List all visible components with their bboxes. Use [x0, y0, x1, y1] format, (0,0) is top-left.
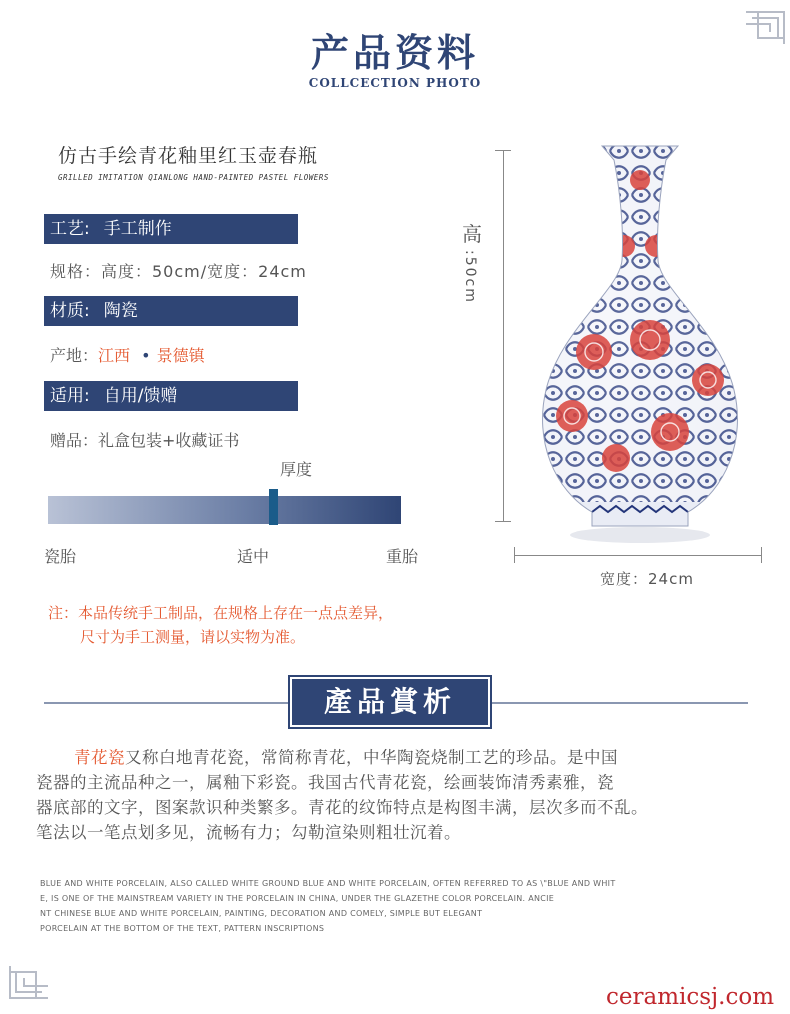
size-spec: 规格：高度：50cm/宽度：24cm — [50, 262, 307, 281]
analysis-en-line-3: NT CHINESE BLUE AND WHITE PORCELAIN, PAINTING, DECORATION AND COMELY, SIMPLE BUT ELEGANT — [40, 909, 483, 918]
analysis-paragraph — [36, 745, 756, 845]
thickness-marker — [269, 489, 278, 525]
use-label: 适用: — [50, 386, 90, 406]
section-rule-right — [490, 702, 748, 704]
analysis-en-line-4: PORCELAIN AT THE BOTTOM OF THE TEXT, PATTERN INSCRIPTIONS — [40, 924, 325, 933]
width-label: 宽度：24cm — [600, 570, 694, 588]
product-name-en: GRILLED IMITATION QIANLONG HAND-PAINTED PASTEL FLOWERS — [58, 173, 329, 182]
width-cap-left — [514, 547, 515, 563]
analysis-line-2: 瓷器的主流品种之一，属釉下彩瓷。我国古代青花瓷，绘画装饰清秀素雅，瓷 — [36, 773, 614, 792]
analysis-english — [40, 876, 700, 936]
height-value: :50cm — [462, 250, 478, 304]
origin-label: 产地： — [50, 346, 99, 365]
height-dimension-line — [503, 150, 504, 522]
craft-value: 手工制作 — [103, 219, 172, 239]
height-cap-bottom — [495, 521, 511, 522]
analysis-heading: 產品賞析 — [290, 677, 490, 727]
product-name: 仿古手绘青花釉里红玉壶春瓶 — [58, 145, 319, 167]
thickness-label: 厚度 — [280, 460, 313, 479]
analysis-line-1 — [36, 745, 756, 770]
analysis-en-line-2: E, IS ONE OF THE MAINSTREAM VARIETY IN THE PORCELAIN IN CHINA, UNDER THE GLAZETHE COLOR PORCELAIN. ANCIE — [40, 894, 555, 903]
corner-fret-bottom-left — [6, 962, 50, 1002]
material-bar — [44, 296, 298, 326]
height-label: 高 — [462, 222, 482, 246]
vase-body — [520, 140, 760, 550]
use-bar — [44, 381, 298, 411]
width-cap-right — [761, 547, 762, 563]
note — [48, 601, 393, 649]
origin-dot: • — [141, 346, 151, 365]
thickness-right-label: 重胎 — [386, 547, 419, 566]
height-cap-top — [495, 150, 511, 151]
craft-label: 工艺: — [50, 219, 90, 239]
vase-image — [520, 140, 760, 550]
note-line-2: 尺寸为手工测量，请以实物为准。 — [80, 628, 306, 646]
watermark: ceramicsj.com — [606, 984, 775, 1010]
material-label: 材质: — [50, 301, 90, 321]
use-value: 自用/馈赠 — [103, 386, 178, 406]
note-line-1: 注：本品传统手工制品，在规格上存在一点点差异， — [48, 604, 394, 622]
analysis-line-4: 笔法以一笔点划多见，流畅有力；勾勒渲染则粗壮沉着。 — [36, 823, 461, 842]
gift-row: 赠品：礼盒包装+收藏证书 — [50, 431, 240, 450]
analysis-highlight: 青花瓷 — [74, 748, 125, 767]
analysis-en-line-1: BLUE AND WHITE PORCELAIN, ALSO CALLED WHITE GROUND BLUE AND WHITE PORCELAIN, OFTEN REFERRED TO AS \"BLUE AND WHIT — [40, 879, 616, 888]
analysis-line-1-rest: 又称白地青花瓷，常简称青花，中华陶瓷烧制工艺的珍品。是中国 — [125, 748, 618, 767]
thickness-left-label: 瓷胎 — [44, 547, 77, 566]
origin-city: 景德镇 — [156, 346, 205, 365]
width-dimension-line — [514, 555, 762, 556]
origin-row — [50, 343, 205, 366]
origin-province: 江西 — [98, 346, 131, 365]
page-title: 产品资料 — [310, 30, 479, 75]
thickness-gauge — [48, 496, 401, 524]
thickness-mid-label: 适中 — [237, 547, 270, 566]
analysis-line-3: 器底部的文字，图案款识种类繁多。青花的纹饰特点是构图丰满，层次多而不乱。 — [36, 798, 648, 817]
page-subtitle: COLLCECTION PHOTO — [308, 76, 482, 90]
material-value: 陶瓷 — [103, 301, 138, 321]
craft-bar — [44, 214, 298, 244]
section-rule-left — [44, 702, 290, 704]
vase-shadow — [570, 527, 710, 543]
